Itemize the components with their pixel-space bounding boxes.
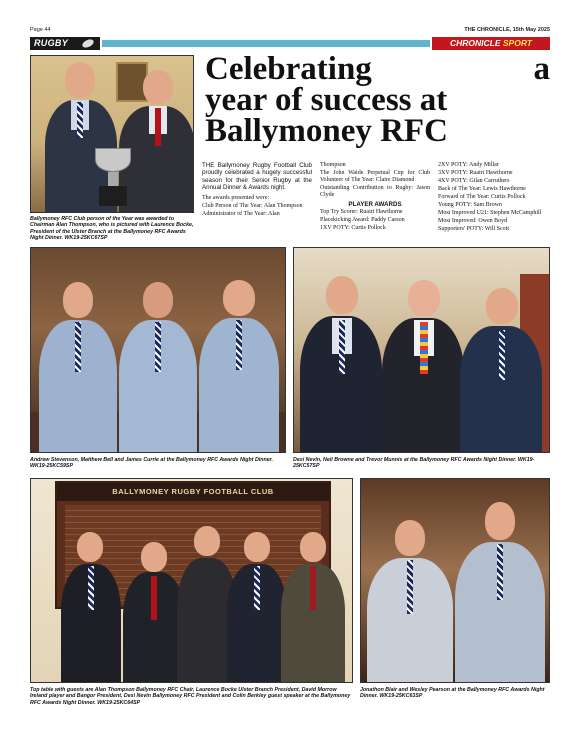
awards-intro: The awards presented were: — [202, 194, 270, 201]
award-entry: Outstanding Contribution to Rugby: Jason Clyde — [320, 185, 430, 198]
person-andrew — [39, 282, 117, 452]
award-entry: Placekicking Award: Paddy Carson — [320, 217, 405, 223]
page-number: Page 44 — [30, 27, 51, 33]
award-entry: Club Person of The Year: Alan Thompson — [202, 202, 303, 209]
caption-photo1: Ballymoney RFC Club person of the Year was awarded to Chairman Alan Thompson, who is pictured with Laurence Bocke, President of the Ulster Branch at the Ballymoney RFC Awards Night Dinner. WK19-25KC67SP — [30, 216, 194, 241]
award-entry: Forward of The Year: Curtis Pollock — [438, 194, 526, 200]
headline-line1 — [205, 51, 550, 87]
headline-line2: year of success at — [205, 82, 448, 118]
award-entry: Most Improved U21: Stephen McCamphill — [438, 210, 542, 216]
rugby-section-label — [30, 37, 100, 50]
photo-three-officials — [293, 247, 550, 453]
person-trevor — [460, 288, 542, 452]
award-entry: 3XV POTY: Ruairi Hawthorne — [438, 170, 513, 176]
caption-photo4: Top table with guests are Alan Thompson Ballymoney RFC Chair, Laurence Bocke Ulster Branch President, David Morrow Ireland player and Bangor President, Desi Nevin Ballymoney RFC President and Colin Berkley guest speaker at the Ballymoney RFC Awards Night Dinner. WK19-25KC64SP — [30, 687, 351, 706]
section-divider — [102, 40, 430, 47]
page-header — [30, 26, 550, 36]
caption-photo3: Desi Nevin, Neil Browne and Trevor Munnis at the Ballymoney RFC Awards Night Dinner. WK19-25KC57SP — [293, 457, 535, 470]
article-column-2 — [320, 162, 430, 233]
rugby-label-text: RUGBY — [34, 38, 69, 48]
person-desi-nevin — [227, 532, 287, 682]
headline-word-celebrating: Celebrating — [205, 51, 372, 87]
award-entry: 1XV POTY: Curtis Pollock — [320, 225, 386, 231]
article-column-1 — [202, 162, 312, 219]
person-wesley-pearson — [455, 502, 545, 682]
award-entry: Top Try Scorer: Ruairi Hawthorne — [320, 209, 403, 215]
award-entry: 4XV POTY: Gilan Carruthers — [438, 178, 510, 184]
player-awards-heading: PLAYER AWARDS — [348, 201, 402, 208]
date-line: THE CHRONICLE, 15th May 2025 — [464, 27, 550, 33]
award-entry: Back of The Year: Lewis Hawthorne — [438, 186, 526, 192]
person-jonathon-blair — [367, 520, 453, 682]
photo-three-players — [30, 247, 286, 453]
person-alan-thompson — [61, 532, 121, 682]
article-lead: THE Ballymoney Rugby Football Club proudly celebrated a hugely successful season for their Senior Rugby at the Annual Dinner & Awards night. — [202, 162, 312, 192]
trophy-icon — [93, 148, 133, 208]
honours-board-title: BALLYMONEY RUGBY FOOTBALL CLUB — [57, 483, 329, 501]
headline-word-a: a — [533, 51, 550, 87]
award-entry: Thompson — [320, 162, 346, 168]
article-headline — [205, 51, 550, 149]
person-neil — [382, 280, 464, 452]
person-desi — [300, 276, 382, 452]
person-james — [199, 280, 279, 452]
award-entry: Supporters' POTY: Will Scott — [438, 226, 510, 232]
photo-top-table-guests — [30, 478, 353, 683]
person-laurence-bocke — [123, 542, 185, 682]
rugby-ball-icon — [81, 38, 95, 49]
person-colin-berkley — [281, 532, 345, 682]
chronicle-label: CHRONICLE — [449, 38, 501, 48]
award-entry: Administrator of The Year: Alan — [202, 210, 280, 217]
photo-trophy-presentation — [30, 55, 194, 213]
award-entry: Young POTY: Sam Brown — [438, 202, 503, 208]
award-entry: 2XV POTY: Andy Millar — [438, 162, 499, 168]
caption-photo2: Andrew Stevenson, Matthew Bell and James Currie at the Ballymoney RFC Awards Night Dinner. WK19-25KC59SP — [30, 457, 273, 470]
sport-label: SPORT — [502, 38, 533, 48]
headline-line3: Ballymoney RFC — [205, 113, 448, 149]
person-matthew — [119, 282, 197, 452]
award-entry: The John Waide Perpetual Cup for Club Volunteer of The Year: Claire Diamond — [320, 170, 430, 183]
award-entry: Most Improved: Owen Boyd — [438, 218, 508, 224]
photo-two-members — [360, 478, 550, 683]
caption-photo5: Jonathon Blair and Wesley Pearson at the Ballymoney RFC Awards Night Dinner. WK19-25KC63SP — [360, 687, 545, 700]
article-column-3 — [438, 162, 548, 234]
section-bar — [30, 37, 550, 50]
chronicle-sport-label — [432, 37, 550, 50]
